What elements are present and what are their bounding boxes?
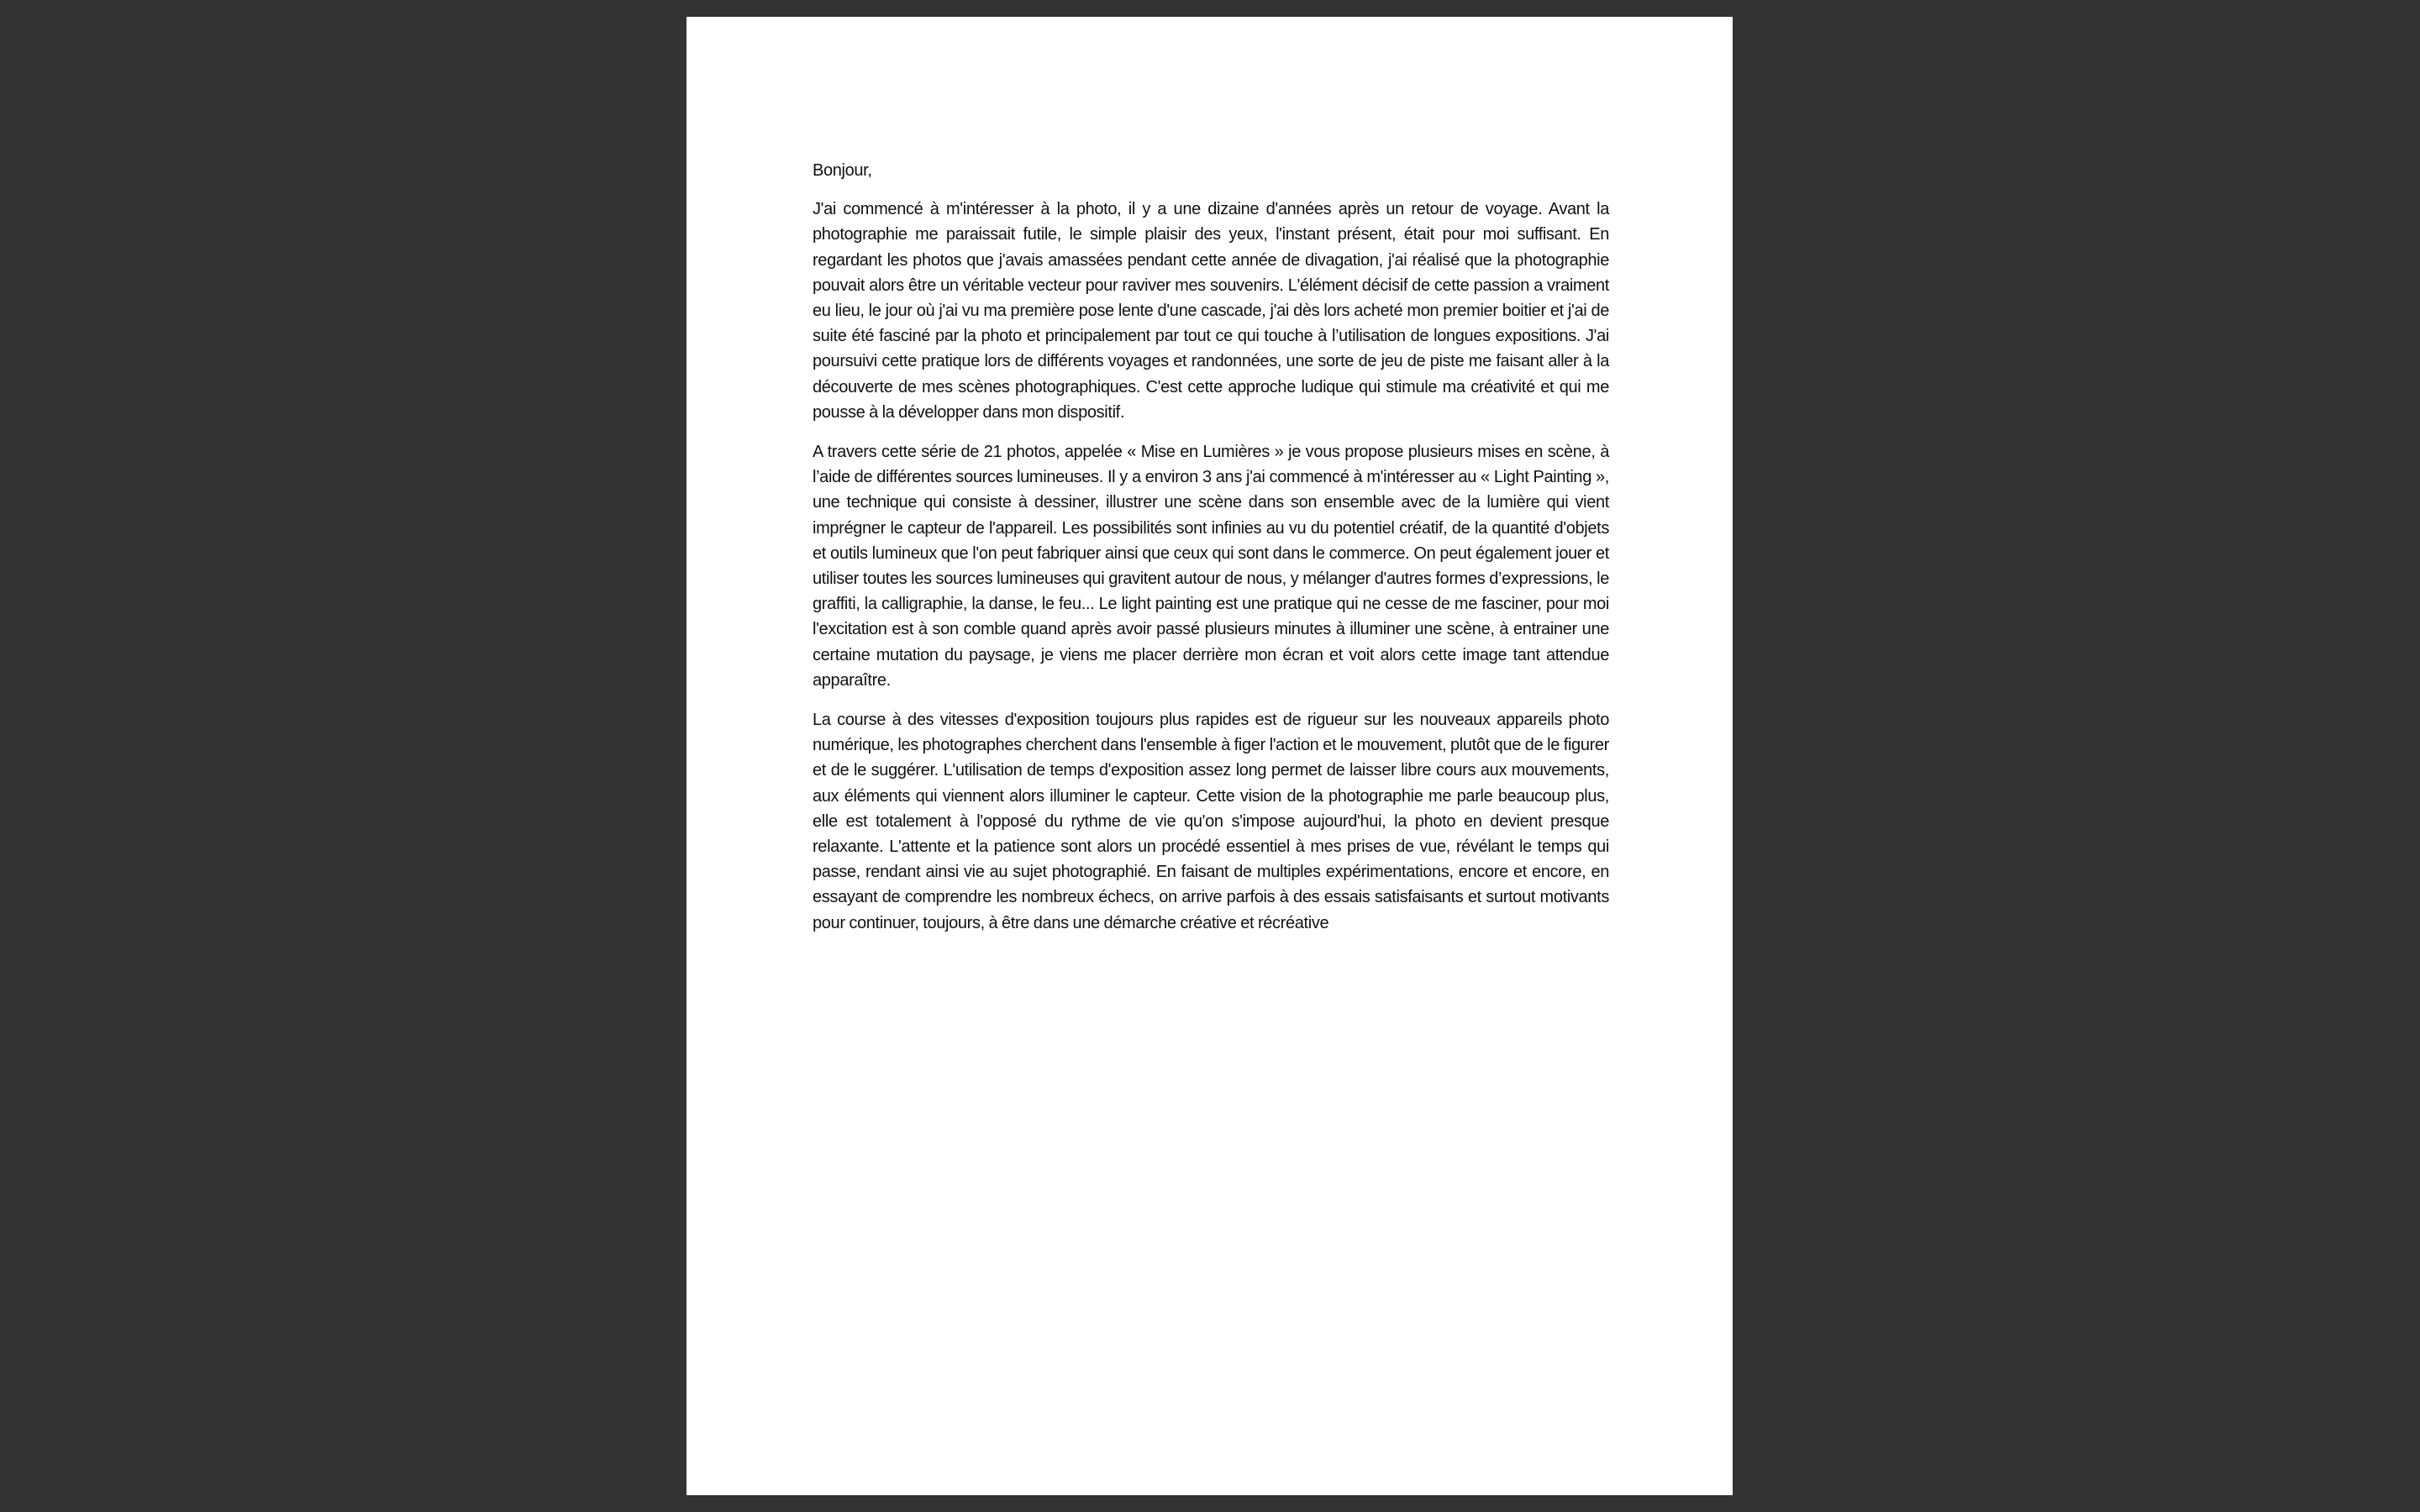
paragraph-1: J'ai commencé à m'intéresser à la photo, il y a une dizaine d'années après un retour de voyage. Avant la photographie me paraissait futile, le simple plaisir des yeux, l'instant présent, était pour moi suffisant. En regardant les photos que j'avais amassées pendant cette année de divagation, j'ai réalisé que la photographie pouvait alors être un véritable vecteur pour raviver mes souvenirs. L'élément décisif de cette passion a vraiment eu lieu, le jour où j'ai vu ma première pose lente d'une cascade, j'ai dès lors acheté mon premier boitier et j'ai de suite été fasciné par la photo et principalement par tout ce qui touche à l’utilisation de longues expositions. J'ai poursuivi cette pratique lors de différents voyages et randonnées, une sorte de jeu de piste me faisant aller à la découverte de mes scènes photographiques. C'est cette approche ludique qui stimule ma créativité et qui me pousse à la développer dans mon dispositif. — [813, 200, 1609, 422]
document-page — [687, 17, 1733, 1495]
letter-body — [813, 158, 1609, 950]
greeting: Bonjour, — [813, 161, 872, 180]
paragraph-2: A travers cette série de 21 photos, appelée « Mise en Lumières » je vous propose plusieurs mises en scène, à l’aide de différentes sources lumineuses. Il y a environ 3 ans j'ai commencé à m'intéresser au « Light Painting », une technique qui consiste à dessiner, illustrer une scène dans son ensemble avec de la lumière qui vient imprégner le capteur de l'appareil. Les possibilités sont infinies au vu du potentiel créatif, de la quantité d'objets et outils lumineux que l'on peut fabriquer ainsi que ceux qui sont dans le commerce. On peut également jouer et utiliser toutes les sources lumineuses qui gravitent autour de nous, y mélanger d'autres formes d’expressions, le graffiti, la calligraphie, la danse, le feu... Le light painting est une pratique qui ne cesse de me fasciner, pour moi l'excitation est à son comble quand après avoir passé plusieurs minutes à illuminer une scène, à entrainer une certaine mutation du paysage, je viens me placer derrière mon écran et voit alors cette image tant attendue apparaître. — [813, 443, 1609, 690]
paragraph-3: La course à des vitesses d'exposition toujours plus rapides est de rigueur sur les nouveaux appareils photo numérique, les photographes cherchent dans l'ensemble à figer l'action et le mouvement, plutôt que de le figurer et de le suggérer. L'utilisation de temps d'exposition assez long permet de laisser libre cours aux mouvements, aux éléments qui viennent alors illuminer le capteur. Cette vision de la photographie me parle beaucoup plus, elle est totalement à l'opposé du rythme de vie qu'on s'impose aujourd'hui, la photo en devient presque relaxante. L'attente et la patience sont alors un procédé essentiel à mes prises de vue, révélant le temps qui passe, rendant ainsi vie au sujet photographié. En faisant de multiples expérimentations, encore et encore, en essayant de comprendre les nombreux échecs, on arrive parfois à des essais satisfaisants et surtout motivants pour continuer, toujours, à être dans une démarche créative et récréative — [813, 711, 1609, 932]
